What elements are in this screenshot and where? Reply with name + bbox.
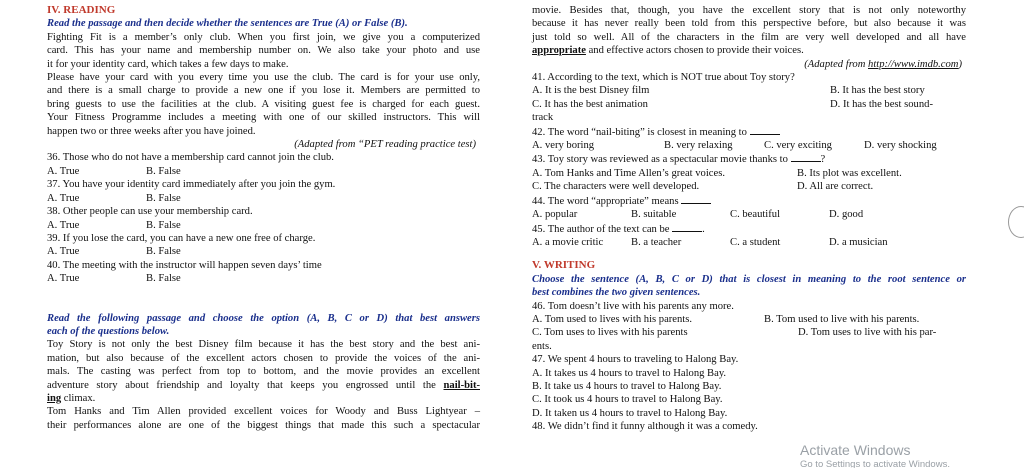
left-column xyxy=(47,4,480,432)
option-c: C. The characters were well developed. xyxy=(532,181,700,193)
toy-story-text: and effective actors chosen to provide their voices. xyxy=(585,45,804,57)
question-41: 41. According to the text, which is NOT true about Toy story? xyxy=(532,72,795,84)
question-46: 46. Tom doesn’t live with his parents any more. xyxy=(532,300,734,312)
question-43 xyxy=(532,152,966,166)
toy-story-line: Toy Story is not only the best Disney film because it has the best story and the best ani- xyxy=(47,339,480,351)
toy-story-line: just told so well. All of the characters in the film are very well developed and all have xyxy=(532,31,966,43)
option-a: A. True xyxy=(47,165,80,177)
answer-blank xyxy=(791,152,821,162)
passage-line: happen two or three weeks after you have joined. xyxy=(47,125,256,137)
option-b: B. suitable xyxy=(631,209,677,221)
option-d: D. Tom uses to live with his par- xyxy=(798,327,937,339)
question-47: 47. We spent 4 hours to traveling to Halong Bay. xyxy=(532,354,739,366)
option-d: D. It has the best sound- xyxy=(830,98,933,110)
question-text: 42. The word “nail-biting” is closest in meaning to xyxy=(532,126,747,138)
passage-line: and there is a small charge to provide a new one if you lose it. Members are permitted to xyxy=(47,85,480,97)
answer-blank xyxy=(681,194,711,204)
toy-story-line xyxy=(532,44,966,57)
question-text: 45. The author of the text can be xyxy=(532,223,670,235)
toy-story-line: Tom Hanks and Tim Allen provided excellent voices for Woody and Buss Lightyear – xyxy=(47,406,480,418)
reading-source: (Adapted from “PET reading practice test) xyxy=(294,139,476,151)
option-c: C. It has the best animation xyxy=(532,98,648,110)
option-d: D. very shocking xyxy=(864,140,937,152)
toy-story-text: climax. xyxy=(61,392,96,404)
question-42 xyxy=(532,125,966,139)
toy-story-line: mals. The casting was perfect from top to bottom, and the movie provides an excellent xyxy=(47,366,480,378)
highlighted-word: nail-bit- xyxy=(443,379,480,391)
option-c: C. It took us 4 hours to travel to Halong Bay. xyxy=(532,394,723,406)
option-a: A. very boring xyxy=(532,140,595,152)
highlighted-word: ing xyxy=(47,392,62,404)
option-a: A. Tom used to lives with his parents. xyxy=(532,313,693,325)
option-d-wrap: track xyxy=(532,112,554,124)
option-d: D. All are correct. xyxy=(797,181,874,193)
watermark-subtitle: Go to Settings to activate Windows. xyxy=(800,459,950,468)
toy-story-line xyxy=(47,379,480,392)
passage-line: Your Fitness Programme includes a meeting with one of our skilled instructors. This will xyxy=(47,112,480,124)
option-b: B. It take us 4 hours to travel to Halong Bay. xyxy=(532,380,722,392)
right-column xyxy=(532,4,966,434)
activate-windows-watermark xyxy=(800,442,950,468)
highlighted-word: appropriate xyxy=(532,45,586,57)
reading-instruction: Read the passage and then decide whether the sentences are True (A) or False (B). xyxy=(47,18,408,30)
option-d: D. It taken us 4 hours to travel to Halong Bay. xyxy=(532,407,728,419)
toy-story-line: movie. Besides that, though, you have the excellent story that is not only noteworthy xyxy=(532,5,966,16)
option-b: B. Its plot was excellent. xyxy=(797,167,902,179)
option-b: B. False xyxy=(146,246,181,258)
option-a: A. Tom Hanks and Time Allen’s great voices. xyxy=(532,167,725,179)
source-suffix: ) xyxy=(958,58,962,70)
question-48: 48. We didn’t find it funny although it was a comedy. xyxy=(532,421,758,433)
toy-story-source xyxy=(532,58,966,71)
option-b: B. a teacher xyxy=(631,236,682,248)
option-b: B. It has the best story xyxy=(830,85,925,97)
period: . xyxy=(702,223,705,235)
option-a: A. It takes us 4 hours to travel to Halong Bay. xyxy=(532,367,727,379)
option-a: A. It is the best Disney film xyxy=(532,85,650,97)
watermark-title: Activate Windows xyxy=(800,442,911,458)
option-b: B. Tom used to live with his parents. xyxy=(764,313,920,325)
reading-heading: IV. READING xyxy=(47,4,116,16)
question-45 xyxy=(532,222,966,236)
option-a: A. True xyxy=(47,219,80,231)
question-38: 38. Other people can use your membership card. xyxy=(47,206,253,218)
option-d: D. good xyxy=(829,209,864,221)
question-44 xyxy=(532,194,966,208)
toy-story-line xyxy=(47,392,480,405)
question-text: 43. Toy story was reviewed as a spectacular movie thanks to xyxy=(532,154,788,166)
toy-story-instruction: each of the questions below. xyxy=(47,325,170,337)
option-a: A. True xyxy=(47,273,80,285)
option-b: B. False xyxy=(146,273,181,285)
side-scroll-handle[interactable] xyxy=(1008,206,1024,238)
answer-blank xyxy=(672,222,702,232)
passage-line: card. This has your name and membership number on. We also take your photo and use xyxy=(47,45,480,57)
answer-blank xyxy=(750,125,780,135)
passage-line: Please have your card with you every time you use the club. The card is for your use only, xyxy=(47,72,480,84)
option-d-wrap: ents. xyxy=(532,340,552,352)
toy-story-line: because it has never really been told from this perspective before, but also because it was xyxy=(532,18,966,30)
passage-line: it for your identity card, which takes a few days to make. xyxy=(47,58,289,70)
option-b: B. False xyxy=(146,219,181,231)
question-39: 39. If you lose the card, you can have a new one free of charge. xyxy=(47,232,316,244)
option-c: C. very exciting xyxy=(764,140,832,152)
writing-instruction: Choose the sentence (A, B, C or D) that is closest in meaning to the root sentence or xyxy=(532,273,966,285)
option-a: A. popular xyxy=(532,209,578,221)
option-a: A. True xyxy=(47,192,80,204)
source-prefix: (Adapted from xyxy=(804,58,869,70)
option-d: D. a musician xyxy=(829,236,888,248)
toy-story-text: adventure story about friendship and loyalty that keeps you engrossed until the xyxy=(47,379,444,391)
question-mark: ? xyxy=(820,154,826,166)
option-c: C. a student xyxy=(730,236,781,248)
option-a: A. True xyxy=(47,246,80,258)
writing-heading: V. WRITING xyxy=(532,259,596,272)
writing-instruction: best combines the two given sentences. xyxy=(532,287,701,299)
question-text: 44. The word “appropriate” means xyxy=(532,195,679,207)
option-c: C. beautiful xyxy=(730,209,781,221)
toy-story-instruction: Read the following passage and choose the option (A, B, C or D) that best answers xyxy=(47,312,480,324)
question-36: 36. Those who do not have a membership card cannot join the club. xyxy=(47,152,334,164)
toy-story-line: mation, but also because of the excellent actors chosen to provide the voices of the ani- xyxy=(47,352,480,364)
toy-story-line: their performances alone are one of the biggest things that made this such a spectacular xyxy=(47,419,480,431)
passage-line: bring guests to use the facilities at the club. A visiting guest fee is charged for each guest. xyxy=(47,98,480,110)
source-link[interactable]: http://www.imdb.com xyxy=(868,58,959,70)
option-c: C. Tom uses to lives with his parents xyxy=(532,327,688,339)
question-40: 40. The meeting with the instructor will happen seven days’ time xyxy=(47,259,322,271)
option-b: B. False xyxy=(146,165,181,177)
passage-line: Fighting Fit is a member’s only club. When you first join, we give you a computerized xyxy=(47,31,480,43)
option-b: B. False xyxy=(146,192,181,204)
question-37: 37. You have your identity card immediately after you join the gym. xyxy=(47,179,336,191)
option-b: B. very relaxing xyxy=(664,140,733,152)
option-a: A. a movie critic xyxy=(532,236,604,248)
